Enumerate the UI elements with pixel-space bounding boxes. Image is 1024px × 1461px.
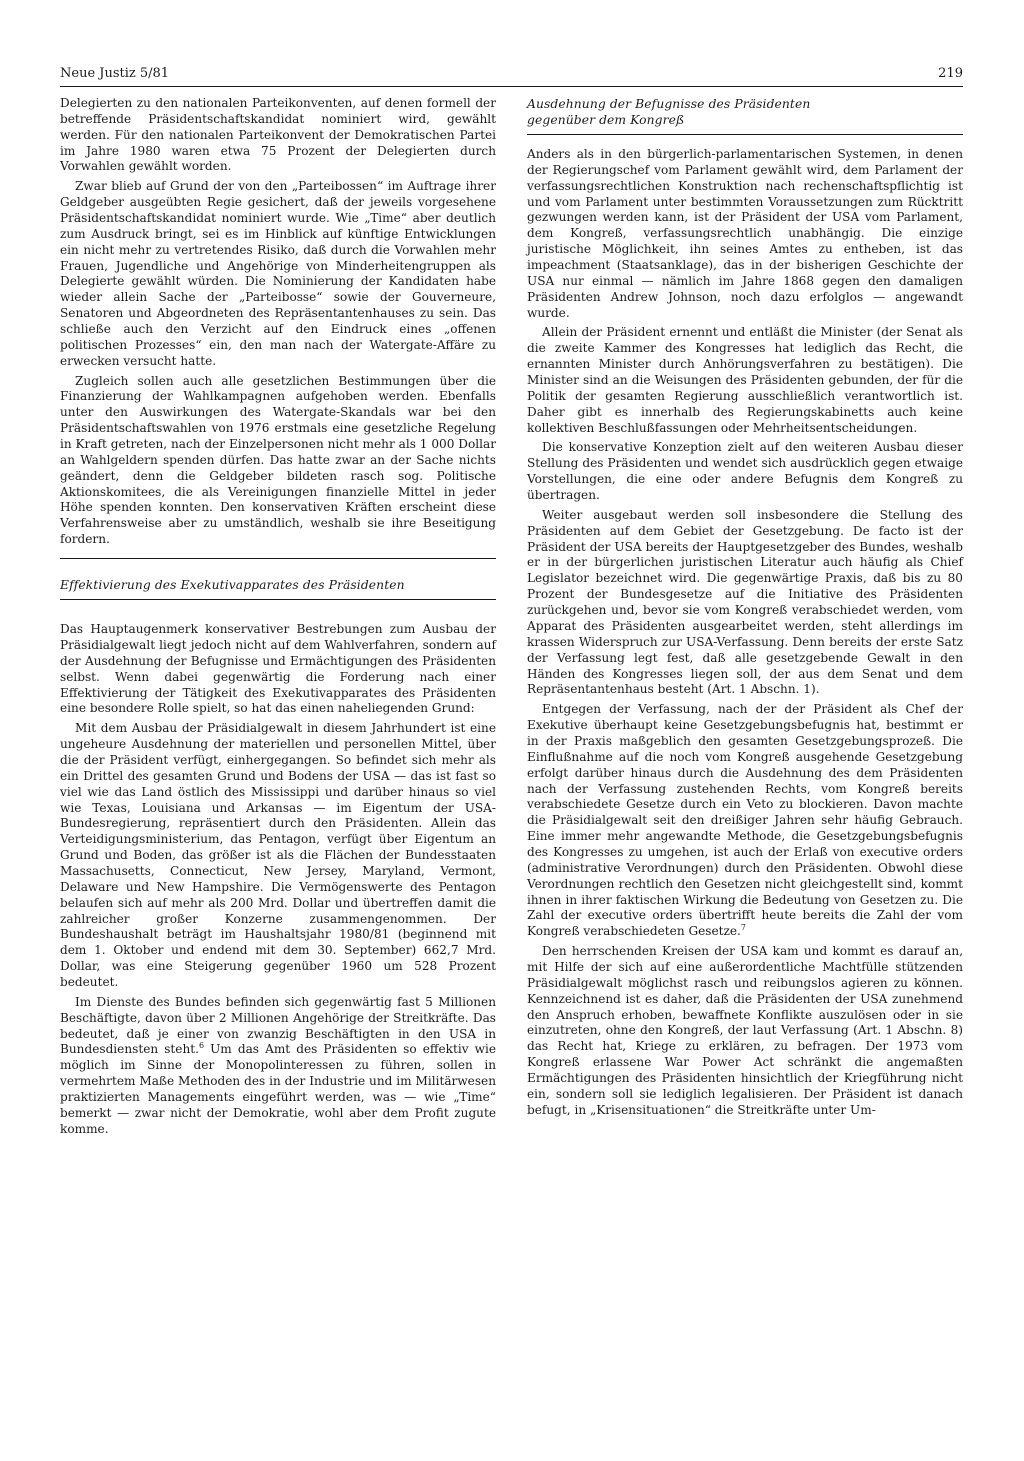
section-heading: Effektivierung des Exekutivapparates des Präsidenten <box>60 578 405 593</box>
paragraph: Die konservative Konzeption zielt auf den weiteren Ausbau dieser Stellung des Präsidenten und wendet sich ausdrücklich gegen etwaige Vorstellungen, die eine oder andere Befugnis dem Kongreß zu übertragen. <box>527 440 963 503</box>
paragraph: Das Hauptaugenmerk konservativer Bestrebungen zum Ausbau der Präsidialgewalt liegt jedoch nicht auf dem Wahlverfahren, sondern auf der Ausdehnung der Befugnisse und Ermächtigungen des Präsidenten selbst. Wenn dabei gegenwärtig die Forderung nach einer Effektivierung der Tätigkeit des Exekutivapparates des Präsidenten eine besondere Rolle spielt, so hat das einen naheliegenden Grund: <box>60 622 496 716</box>
section-heading-line2: gegenüber dem Kongreß <box>527 113 685 127</box>
page-number: 219 <box>938 66 963 81</box>
journal-title: Neue Justiz 5/81 <box>60 66 170 81</box>
paragraph: Zugleich sollen auch alle gesetzlichen Bestimmungen über die Finanzierung der Wahlkampagnen aufgehoben werden. Ebenfalls unter den Auswirkungen des Watergate-Skandals war bei den Präsidentschaftswahlen von 1976 erstmals eine gesetzliche Regelung in Kraft getreten, nach der Einzelpersonen nicht mehr als 1 000 Dollar an Wahlgeldern spenden dürfen. Das hatte zwar an der Sache nichts geändert, denn die Geldgeber bildeten rasch sog. Politische Aktionskomitees, die als Vereinigungen finanzielle Mittel in jeder Höhe spenden konnten. Den konservativen Kräften erscheint diese Verfahrensweise aber zu umständlich, weshalb sie ihre Beseitigung fordern. <box>60 373 496 547</box>
footnote-marker: 7 <box>740 923 746 933</box>
paragraph: Anders als in den bürgerlich-parlamentarischen Systemen, in denen der Regierungschef vom Parlament gewählt wird, dem Parlament der verfassungsrechtlichen Konstruktion nach rechenschaftspflichtig ist und vom Parlament unter bestimmten Voraussetzungen zum Rücktritt gezwungen werden kann, ist der Präsident der USA vom Parlament, dem Kongreß, verfassungsrechtlich unabhängig. Die einzige juristische Möglichkeit, ihn seines Amtes zu entheben, ist das impeachment (Staatsanklage), das in der bisherigen Geschichte der USA nur einmal — nämlich im Jahre 1868 gegen den damaligen Präsidenten Andrew Johnson, noch dazu erfolglos — angewandt wurde. <box>527 147 963 320</box>
paragraph <box>60 995 496 1138</box>
left-column <box>60 96 496 1142</box>
paragraph-text: Um das Amt des Präsidenten so effektiv wie möglich im Sinne der Monopolinteressen zu führen, sollen in vermehrtem Maße Methoden des in der Industrie und im Militärwesen praktizierten Managements eingeführt werden, was — wie „Time“ bemerkt — zwar nicht der Demokratie, wohl aber dem Profit zugute komme. <box>60 1042 496 1136</box>
paragraph: Allein der Präsident ernennt und entläßt die Minister (der Senat als die zweite Kammer des Kongresses hat lediglich das Recht, die ernannten Minister durch Anhörungsverfahren zu bestätigen). Die Minister sind an die Weisungen des Präsidenten gebunden, der für die Politik der gesamten Regierung ausschließlich verantwortlich ist. Daher gibt es innerhalb des Regierungskabinetts auch keine kollektiven Beschlußfassungen oder Mehrheitsentscheidungen. <box>527 325 963 435</box>
paragraph <box>527 702 963 940</box>
paragraph: Den herrschenden Kreisen der USA kam und kommt es darauf an, mit Hilfe der sich auf eine außerordentliche Machtfülle stützenden Präsidialgewalt möglichst rasch und reibungslos agieren zu können. Kennzeichnend ist es daher, daß die Präsidenten der USA zunehmend den Anspruch erhoben, bewaffnete Konflikte auszulösen oder in sie einzutreten, ohne den Kongreß, der laut Verfassung (Art. 1 Abschn. 8) das Recht hat, Kriege zu erklären, zu befragen. Der 1973 vom Kongreß erlassene War Power Act schränkt die angemaßten Ermächtigungen des Präsidenten hinsichtlich der Kriegführung nicht ein, sondern soll sie lediglich legalisieren. Der Präsident ist danach befugt, in „Krisensituationen“ die Streitkräfte unter Um- <box>527 944 963 1117</box>
paragraph: Delegierten zu den nationalen Parteikonventen, auf denen formell der betreffende Präsidentschaftskandidat nominiert wird, gewählt werden. Für den nationalen Parteikonvent der Demokratischen Partei im Jahre 1980 waren etwa 75 Prozent der Delegierten durch Vorwahlen gewählt worden. <box>60 96 496 174</box>
running-header <box>60 64 963 84</box>
section-rule <box>60 599 496 600</box>
section-rule <box>527 134 963 135</box>
right-column <box>527 96 963 1123</box>
paragraph: Mit dem Ausbau der Präsidialgewalt in diesem Jahrhundert ist eine ungeheure Ausdehnung der materiellen und personellen Mittel, über die der Präsident verfügt, einhergegangen. So befindet sich mehr als ein Drittel des gesamten Grund und Bodens der USA — das ist fast so viel wie das Land östlich des Mississippi und darüber hinaus so viel wie Texas, Louisiana und Arkansas — im Eigentum der USA-Bundesregierung, repräsentiert durch den Präsidenten. Allein das Verteidigungsministerium, das Pentagon, verfügt über Eigentum an Grund und Boden, das größer ist als die Flächen der Bundesstaaten Massachusetts, Connecticut, New Jersey, Maryland, Vermont, Delaware und New Hampshire. Die Vermögenswerte des Pentagon belaufen sich auf mehr als 200 Mrd. Dollar und übertreffen damit die zahlreicher großer Konzerne zusammengenommen. Der Bundeshaushalt beträgt im Haushaltsjahr 1980/81 (beginnend mit dem 1. Oktober und endend mit dem 30. September) 662,7 Mrd. Dollar, was eine Steigerung gegenüber 1960 um 528 Prozent bedeutet. <box>60 721 496 989</box>
header-rule <box>60 86 963 87</box>
paragraph-text: Im Dienste des Bundes befinden sich gegenwärtig fast 5 Millionen Beschäftigte, davon über 2 Millionen Angehörige der Streitkräfte. Das bedeutet, daß je einer von zwanzig Beschäftigten in den USA in Bundesdiensten steht. <box>60 994 496 1057</box>
section-rule-top <box>60 558 496 559</box>
footnote-marker: 6 <box>198 1041 205 1051</box>
paragraph-text: Entgegen der Verfassung, nach der der Präsident als Chef der Exekutive überhaupt keine Gesetzgebungsbefugnis hat, bestimmt er in der Praxis maßgeblich den gesamten Gesetzgebungsprozeß. Die Einflußnahme auf die noch vom Kongreß ausgehende Gesetzgebung erfolgt darüber hinaus durch die Ausdehnung des dem Präsidenten nach der Verfassung zustehenden Rechts, vom Kongreß bereits verabschiedete Gesetze durch ein Veto zu blockieren. Davon machte die Präsidialgewalt seit den dreißiger Jahren sehr häufig Gebrauch. Eine immer mehr angewandte Methode, die Gesetzgebungsbefugnis des Kongresses zu umgehen, ist auch der Erlaß von executive orders (administrative Verordnungen) durch den Präsidenten. Obwohl diese Verordnungen rechtlich den Gesetzen nicht gleichgestellt sind, kommt ihnen in ihrer faktischen Wirkung die Bedeutung von Gesetzen zu. Die Zahl der executive orders übertrifft heute bereits die Zahl der vom Kongreß verabschiedeten Gesetze. <box>527 702 963 939</box>
paragraph: Weiter ausgebaut werden soll insbesondere die Stellung des Präsidenten auf dem Gebiet der Gesetzgebung. De facto ist der Präsident der USA bereits der Hauptgesetzgeber des Bundes, weshalb er in der bürgerlichen juristischen Literatur auch häufig als Chief Legislator bezeichnet wird. Die gegenwärtige Praxis, daß bis zu 80 Prozent der Bundesgesetze auf die Initiative des Präsidenten zurückgehen und, bevor sie vom Kongreß verabschiedet werden, vom Apparat des Präsidenten ausgearbeitet werden, steht allerdings im krassen Widerspruch zur USA-Verfassung. Denn bereits der erste Satz der Verfassung legt fest, daß alle gesetzgebende Gewalt in den Händen des Kongresses liegen soll, der aus dem Senat und dem Repräsentantenhaus besteht (Art. 1 Abschn. 1). <box>527 507 963 697</box>
section-heading-line1: Ausdehnung der Befugnisse des Präsidenten <box>527 97 811 111</box>
paragraph: Zwar blieb auf Grund der von den „Parteibossen“ im Auftrage ihrer Geldgeber ausgeübten Regie gesichert, daß der jeweils vorgesehene Präsidentschaftskandidat nominiert wurde. Wie „Time“ aber deutlich zum Ausdruck bringt, sei es im Hinblick auf künftige Entwicklungen ein nicht mehr zu vertretendes Risiko, daß durch die Vorwahlen mehr Frauen, Jugendliche und Angehörige von Minderheitengruppen als Delegierte gewählt würden. Die Nominierung der Kandidaten habe wieder allein Sache der „Parteibosse“ sowie der Gouverneure, Senatoren und Abgeordneten des Repräsentantenhauses zu sein. Das schließe auch den Verzicht auf den Eindruck eines „offenen politischen Prozesses“ ein, den man nach der Watergate-Affäre zu erwecken versucht hatte. <box>60 179 496 368</box>
